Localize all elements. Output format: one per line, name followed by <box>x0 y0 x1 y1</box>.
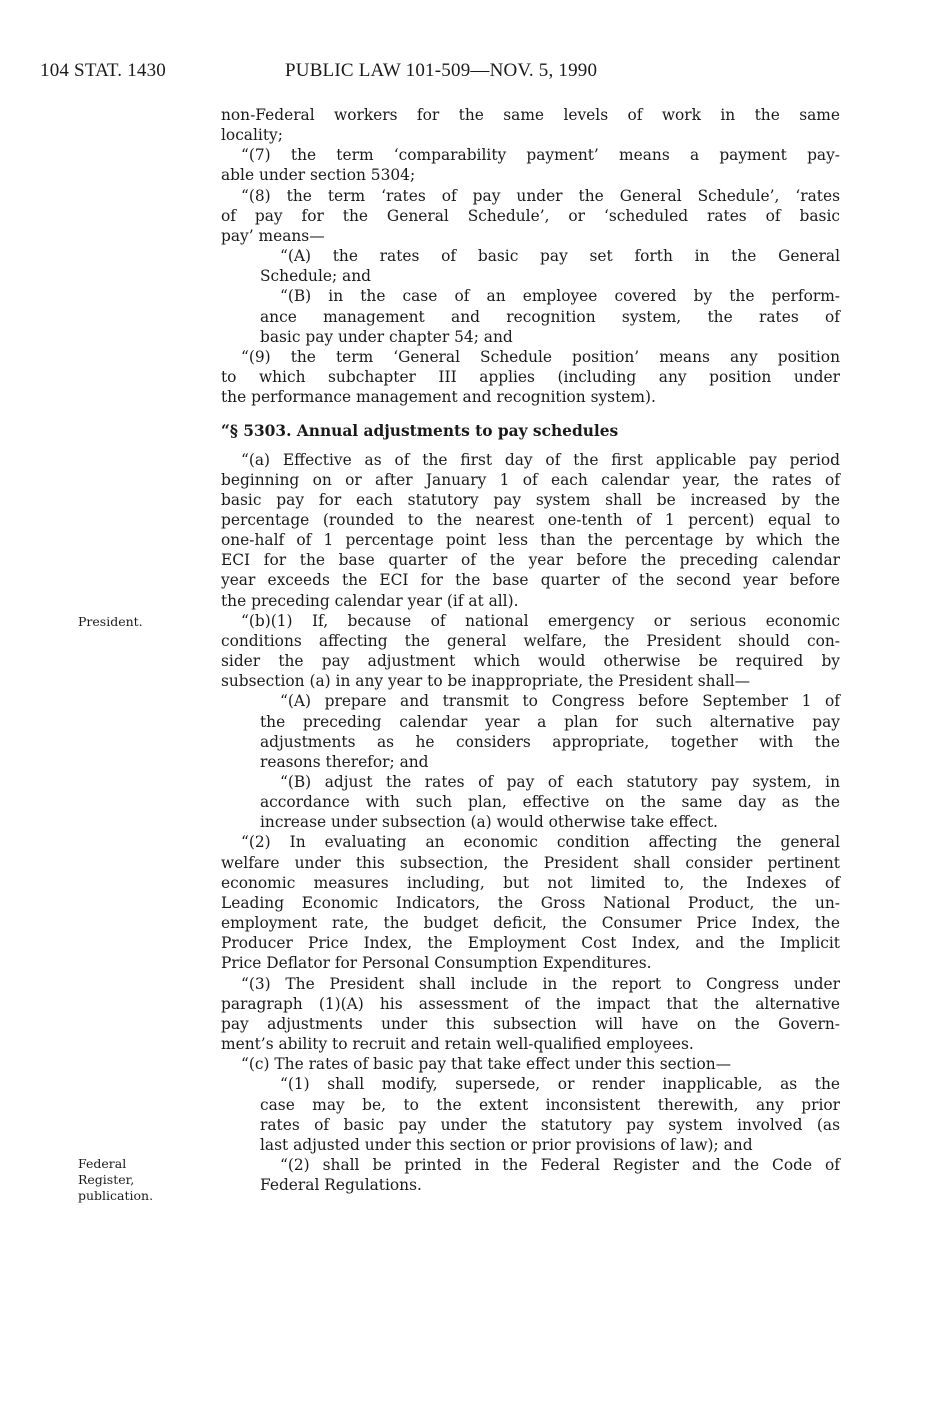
text-line: “(8) the term ‘rates of pay under the General Schedule’, ‘rates <box>241 186 840 205</box>
subparagraph <box>260 1155 840 1195</box>
paragraph <box>221 1054 840 1074</box>
paragraph <box>221 974 840 1055</box>
text-line: “(A) the rates of basic pay set forth in the General <box>280 247 840 266</box>
text-line: “(c) The rates of basic pay that take effect under this section— <box>241 1055 732 1074</box>
text-line: able under section 5304; <box>221 166 416 185</box>
text-line: “(B) in the case of an employee covered by the perform- <box>280 287 840 306</box>
text-line: last adjusted under this section or prior provisions of law); and <box>260 1135 753 1154</box>
text-line: subsection (a) in any year to be inappropriate, the President shall— <box>221 672 751 691</box>
subparagraph <box>260 286 840 346</box>
text-line: welfare under this subsection, the President shall consider pertinent <box>221 853 840 872</box>
text-line: reasons therefor; and <box>260 752 429 771</box>
text-line: conditions affecting the general welfare, the President should con- <box>221 631 840 650</box>
text-line: Schedule; and <box>260 267 371 286</box>
text-line: Producer Price Index, the Employment Cost Index, and the Implicit <box>221 934 840 953</box>
text-line: “(a) Effective as of the first day of the first applicable pay period <box>241 450 840 469</box>
text-line: the preceding calendar year a plan for such alternative pay <box>260 712 840 731</box>
margin-note-federal-register <box>78 1156 153 1204</box>
body-text-column <box>221 105 840 1195</box>
text-line: sider the pay adjustment which would otherwise be required by <box>221 652 840 671</box>
text-line: “(3) The President shall include in the report to Congress under <box>241 974 840 993</box>
text-line: percentage (rounded to the nearest one-tenth of 1 percent) equal to <box>221 510 840 529</box>
subparagraph <box>260 772 840 832</box>
statute-page-number: 104 STAT. 1430 <box>40 60 167 81</box>
paragraph <box>221 105 840 145</box>
running-head-title: PUBLIC LAW 101-509—NOV. 5, 1990 <box>285 60 598 81</box>
text-line: “(2) shall be printed in the Federal Register and the Code of <box>280 1155 840 1174</box>
text-line: of pay for the General Schedule’, or ‘scheduled rates of basic <box>221 206 840 225</box>
text-line: rates of basic pay under the statutory pay system involved (as <box>260 1115 840 1134</box>
text-line: the performance management and recognition system). <box>221 388 656 407</box>
text-line: pay’ means— <box>221 226 325 245</box>
text-line: ment’s ability to recruit and retain well-qualified employees. <box>221 1035 694 1054</box>
margin-note-line: Register, <box>78 1172 135 1187</box>
text-line: paragraph (1)(A) his assessment of the impact that the alternative <box>221 994 840 1013</box>
section-heading: “§ 5303. Annual adjustments to pay schedules <box>221 422 619 441</box>
text-line: the preceding calendar year (if at all). <box>221 591 519 610</box>
text-line: Price Deflator for Personal Consumption Expenditures. <box>221 954 652 973</box>
subparagraph <box>260 1074 840 1155</box>
paragraph <box>221 450 840 611</box>
text-line: one-half of 1 percentage point less than the percentage by which the <box>221 531 840 550</box>
subparagraph <box>260 246 840 286</box>
paragraph <box>221 145 840 185</box>
text-line: ance management and recognition system, the rates of <box>260 307 840 326</box>
text-line: beginning on or after January 1 of each calendar year, the rates of <box>221 470 840 489</box>
paragraph <box>221 832 840 973</box>
text-line: “(A) prepare and transmit to Congress before September 1 of <box>280 692 840 711</box>
text-line: “(B) adjust the rates of pay of each statutory pay system, in <box>280 773 840 791</box>
text-line: ECI for the base quarter of the year before the preceding calendar <box>221 551 840 570</box>
text-line: “(7) the term ‘comparability payment’ means a payment pay- <box>241 146 840 165</box>
text-line: Leading Economic Indicators, the Gross National Product, the un- <box>221 893 840 912</box>
text-line: basic pay for each statutory pay system shall be increased by the <box>221 490 840 509</box>
text-line: employment rate, the budget deficit, the Consumer Price Index, the <box>221 914 840 933</box>
text-line: increase under subsection (a) would otherwise take effect. <box>260 813 718 832</box>
text-line: to which subchapter III applies (including any position under <box>221 368 840 387</box>
text-line: “(9) the term ‘General Schedule position’ means any position <box>241 347 840 366</box>
text-line: case may be, to the extent inconsistent therewith, any prior <box>260 1095 840 1114</box>
text-line: “(1) shall modify, supersede, or render inapplicable, as the <box>280 1075 840 1094</box>
text-line: pay adjustments under this subsection will have on the Govern- <box>221 1014 840 1033</box>
text-line: Federal Regulations. <box>260 1176 422 1195</box>
paragraph <box>221 186 840 246</box>
paragraph <box>221 347 840 407</box>
text-line: non-Federal workers for the same levels of work in the same <box>221 106 840 124</box>
text-line: locality; <box>221 126 283 145</box>
margin-note-line: Federal <box>78 1156 127 1171</box>
text-line: accordance with such plan, effective on the same day as the <box>260 793 840 812</box>
text-line: “(2) In evaluating an economic condition affecting the general <box>241 833 840 852</box>
paragraph <box>221 611 840 692</box>
text-line: economic measures including, but not limited to, the Indexes of <box>221 873 840 892</box>
text-line: basic pay under chapter 54; and <box>260 327 513 346</box>
subparagraph <box>260 691 840 772</box>
text-line: “(b)(1) If, because of national emergency or serious economic <box>241 611 840 630</box>
margin-note-president: President. <box>78 614 143 629</box>
margin-note-line: publication. <box>78 1188 154 1203</box>
text-line: adjustments as he considers appropriate, together with the <box>260 732 840 751</box>
text-line: year exceeds the ECI for the base quarter of the second year before <box>221 571 840 590</box>
